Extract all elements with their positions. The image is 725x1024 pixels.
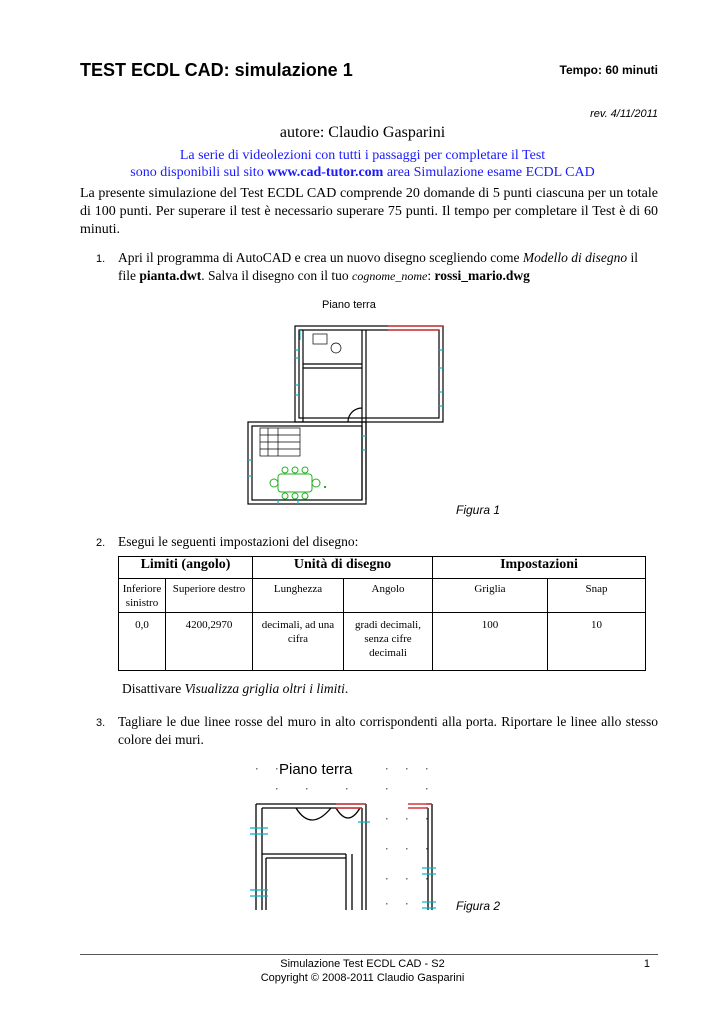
settings-table-value-row [119,613,646,671]
header-impostazioni: Impostazioni [433,557,646,579]
question-3-number: 3. [96,717,106,729]
question-1-number: 1. [96,253,106,265]
q2-note-post: . [344,681,349,696]
question-2-text: Esegui le seguenti impostazioni del disegno: [118,534,359,549]
intro-paragraph: La presente simulazione del Test ECDL CAD comprende 20 domande di 5 punti ciascuna per un totale di 100 punti. Per superare il test è necessario superare 75 punti. Il tempo per completare il Test è di 60 minuti. [80,186,658,237]
footer-divider [80,954,658,955]
settings-table-header-row [119,557,646,579]
subheader-lunghezza: Lunghezza [253,579,344,613]
subheader-angolo: Angolo [344,579,433,613]
q2-note-pre: Disattivare [122,681,185,696]
value-superiore: 4200,2970 [166,613,253,671]
subheader-snap: Snap [548,579,646,613]
figure-1-label: Piano terra [322,299,376,311]
header-limiti: Limiti (angolo) [119,557,253,579]
revision-date: rev. 4/11/2011 [590,108,658,120]
question-1-text [118,249,658,285]
info-line-2-post: area Simulazione esame ECDL CAD [383,165,595,180]
document-title: TEST ECDL CAD: simulazione 1 [80,60,353,80]
question-2-note [122,680,348,698]
info-line-2 [0,165,725,181]
q1-name-format: cognome_nome [352,269,428,283]
question-2-number: 2. [96,537,106,549]
figure-1-floorplan [238,310,458,520]
website-link[interactable]: www.cad-tutor.com [267,165,384,180]
q1-text-e: : [427,268,435,283]
footer-title: Simulazione Test ECDL CAD - S2 [280,958,445,970]
q2-note-option: Visualizza griglia oltri i limiti [184,681,345,696]
figure-1-caption: Figura 1 [456,503,501,517]
value-lunghezza: decimali, ad una cifra [253,613,344,671]
settings-table-subheader-row [119,579,646,613]
info-line-2-pre: sono disponibili sul sito [130,165,268,180]
value-griglia: 100 [433,613,548,671]
value-snap: 10 [548,613,646,671]
subheader-superiore: Superiore destro [166,579,253,613]
subheader-inferiore: Inferiore sinistro [119,579,166,613]
footer-copyright: Copyright © 2008-2011 Claudio Gasparini [260,972,465,984]
time-limit: Tempo: 60 minuti [559,63,658,77]
info-line-1: La serie di videolezioni con tutti i passaggi per completare il Test [179,148,546,163]
q1-text-b: il [627,250,639,265]
settings-table [118,556,646,671]
figure-2-caption: Figura 2 [456,899,501,913]
figure-2-floorplan-detail [236,762,461,912]
figure-2-label: Piano terra [279,761,353,778]
q1-text-d: . Salva il disegno con il tuo [201,268,353,283]
q1-template-file: pianta.dwt [139,268,202,283]
q1-text-c: file [118,268,140,283]
page-number: 1 [643,958,650,970]
q1-save-file: rossi_mario.dwg [434,268,530,283]
subheader-griglia: Griglia [433,579,548,613]
q1-text-a: Apri il programma di AutoCAD e crea un nuovo disegno scegliendo come [118,250,523,265]
author-line: autore: Claudio Gasparini [279,124,446,141]
value-angolo: gradi decimali, senza cifre decimali [344,613,433,671]
question-3-text: Tagliare le due linee rosse del muro in alto corrispondenti alla porta. Riportare le linee allo stesso colore dei muri. [118,714,658,747]
value-inferiore: 0,0 [119,613,166,671]
header-unita: Unità di disegno [253,557,433,579]
q1-template-name: Modello di disegno [522,250,628,265]
